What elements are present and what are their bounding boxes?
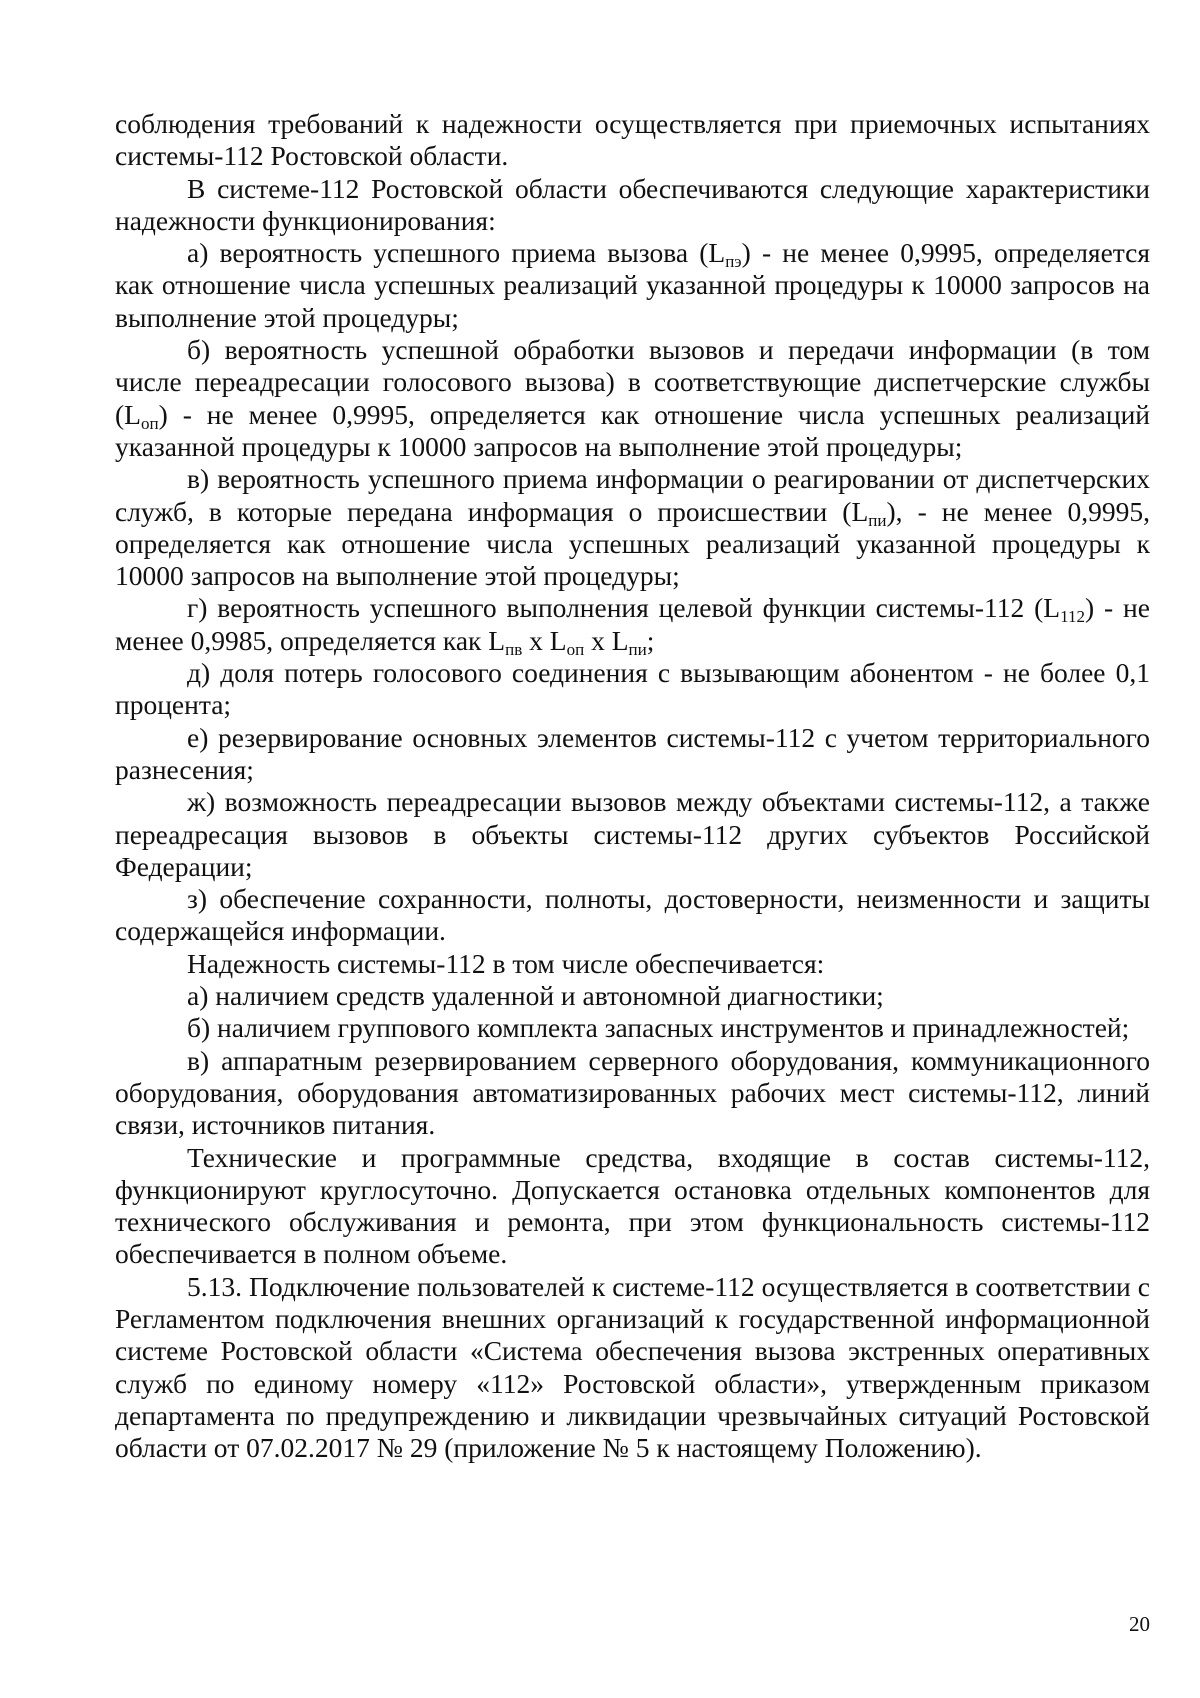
paragraph-technical-means: Технические и программные средства, входящие в состав системы-112, функционируют круглосуточно. Допускается остановка отдельных компонентов для технического обслуживания и ремонта, при этом функциональность системы-112 обеспечивается в полном объеме.	[115, 1141, 1150, 1270]
paragraph-item-b	[115, 334, 1150, 463]
text-segment: б) вероятность успешной обработки вызовов и передачи информации (в том числе переадресации голосового вызова) в соответствующие диспетчерские службы (L	[115, 334, 1150, 430]
text-segment: x L	[522, 624, 567, 656]
text-segment: ) - не менее 0,9985, определяется как L	[115, 592, 1150, 656]
paragraph-provided-b: б) наличием группового комплекта запасных инструментов и принадлежностей;	[187, 1012, 1130, 1044]
text-segment: г) вероятность успешного выполнения целевой функции системы-112 (L	[187, 592, 1061, 624]
subscript: пи	[628, 639, 647, 659]
text-segment: в) вероятность успешного приема информации о реагировании от диспетчерских служб, в которые передана информация о происшествии (L	[115, 463, 1150, 527]
paragraph-reliability-intro: В системе-112 Ростовской области обеспечиваются следующие характеристики надежности функционирования:	[115, 172, 1150, 236]
paragraph-item-d: д) доля потерь голосового соединения с вызывающим абонентом - не более 0,1 процента;	[115, 657, 1150, 721]
subscript: пэ	[725, 251, 742, 271]
paragraph-item-g	[115, 592, 1150, 657]
paragraph-item-z: з) обеспечение сохранности, полноты, достоверности, неизменности и защиты содержащейся информации.	[115, 883, 1150, 947]
paragraph-section-5-13: 5.13. Подключение пользователей к системе-112 осуществляется в соответствии с Регламентом подключения внешних организаций к государственной информационной системе Ростовской области «Система обеспечения вызова экстренных оперативных служб по единому номеру «112» Ростовской области», утвержденным приказом департамента по предупреждению и ликвидации чрезвычайных ситуаций Ростовской области от 07.02.2017 № 29 (приложение № 5 к настоящему Положению).	[115, 1270, 1150, 1464]
subscript: пв	[505, 639, 523, 659]
text-segment: а) вероятность успешного приема вызова (L	[187, 237, 726, 269]
paragraph-item-zh: ж) возможность переадресации вызовов между объектами системы-112, а также переадресация вызовов в объекты системы-112 других субъектов Российской Федерации;	[115, 786, 1150, 882]
page-number: 20	[1129, 1612, 1150, 1636]
document-page	[115, 108, 1150, 1464]
text-segment: ), - не менее 0,9995, определяется как отношение числа успешных реализаций указанной процедуры к 10000 запросов на выполнение этой процедуры;	[115, 495, 1150, 592]
paragraph-reliability-provided: Надежность системы-112 в том числе обеспечивается:	[187, 947, 825, 979]
text-segment: ;	[646, 624, 655, 656]
text-segment: ) - не менее 0,9995, определяется как отношение числа успешных реализаций указанной процедуры к 10000 запросов на выполнение этой процедуры;	[115, 237, 1150, 333]
subscript: пи	[868, 510, 887, 530]
text-segment: ) - не менее 0,9995, определяется как отношение числа успешных реализаций указанной процедуры к 10000 запросов на выполнение этой процедуры;	[115, 398, 1150, 462]
subscript: оп	[140, 413, 159, 433]
subscript: оп	[566, 639, 585, 659]
paragraph-provided-a: а) наличием средств удаленной и автономной диагностики;	[187, 980, 884, 1012]
paragraph-item-a	[115, 237, 1150, 334]
paragraph-item-e: е) резервирование основных элементов системы-112 с учетом территориального разнесения;	[115, 721, 1150, 785]
text-segment: x L	[584, 624, 629, 656]
paragraph-continuation: соблюдения требований к надежности осуществляется при приемочных испытаниях системы-112 Ростовской области.	[115, 108, 1150, 172]
subscript: 112	[1060, 607, 1085, 627]
paragraph-item-v	[115, 463, 1150, 592]
paragraph-provided-v: в) аппаратным резервированием серверного оборудования, коммуникационного оборудования, оборудования автоматизированных рабочих мест системы-112, линий связи, источников питания.	[115, 1044, 1150, 1141]
